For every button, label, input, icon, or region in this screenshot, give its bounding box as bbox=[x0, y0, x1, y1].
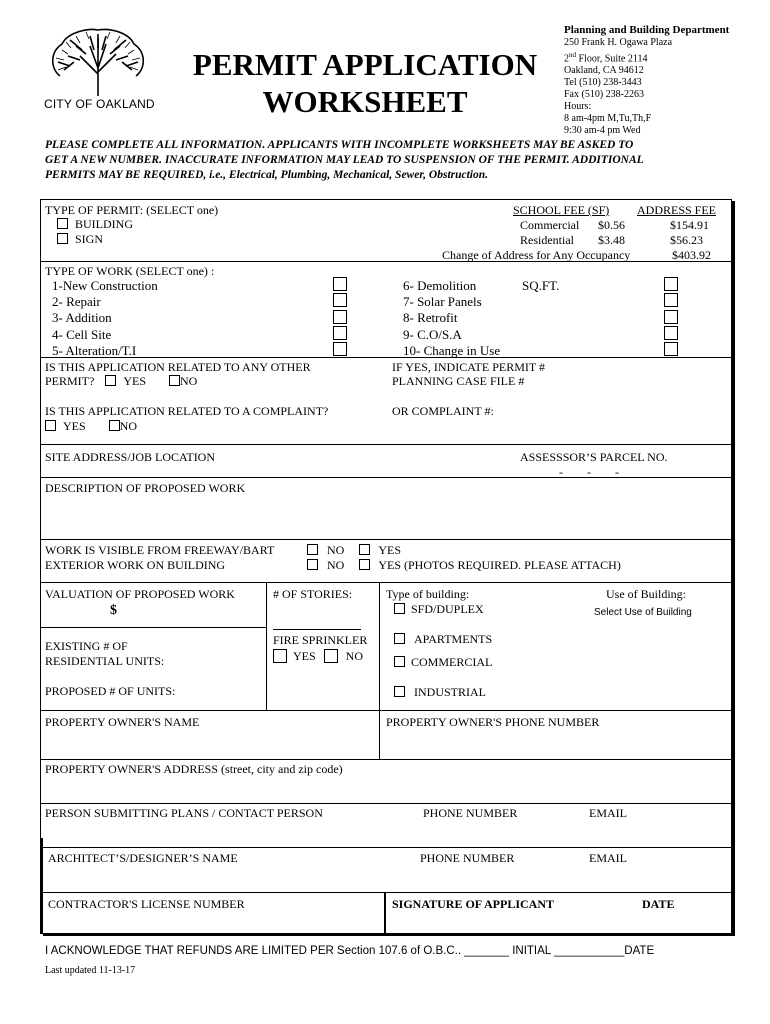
divider bbox=[40, 803, 732, 804]
description-label: DESCRIPTION OF PROPOSED WORK bbox=[45, 481, 246, 495]
freeway-no-checkbox[interactable] bbox=[307, 544, 318, 555]
dept-hours-2: 9:30 am-4 pm Wed bbox=[564, 125, 641, 137]
fire-sprinkler-options: YES NO bbox=[273, 649, 363, 663]
form-left-shadow bbox=[40, 838, 43, 934]
building-use-label: Use of Building: bbox=[606, 587, 686, 601]
complaint-number-label: OR COMPLAINT #: bbox=[392, 404, 494, 418]
sqft-label: SQ.FT. bbox=[522, 278, 560, 293]
existing-units-label: EXISTING # OF RESIDENTIAL UNITS: bbox=[45, 639, 165, 668]
type-apartments: APARTMENTS bbox=[394, 632, 492, 646]
complaint-yes-checkbox[interactable] bbox=[45, 420, 56, 431]
fee-residential-label: Residential bbox=[520, 233, 574, 247]
column-divider bbox=[266, 582, 267, 710]
divider bbox=[40, 477, 732, 478]
apartments-checkbox[interactable] bbox=[394, 633, 405, 644]
change-in-use-checkbox[interactable] bbox=[664, 342, 678, 356]
valuation-dollar: $ bbox=[110, 603, 117, 618]
school-fee-header: SCHOOL FEE (SF) bbox=[513, 203, 610, 217]
title-line-2: WORKSHEET bbox=[262, 84, 468, 119]
sign-checkbox[interactable] bbox=[57, 233, 68, 244]
notice-line-3: PERMITS MAY BE REQUIRED, i.e., Electrical, Plumbing, Mechanical, Sewer, Obstruction. bbox=[45, 169, 489, 181]
exterior-yes-checkbox[interactable] bbox=[359, 559, 370, 570]
notice-line-1: PLEASE COMPLETE ALL INFORMATION. APPLICANTS WITH INCOMPLETE WORKSHEETS MAY BE ASKED TO bbox=[45, 139, 634, 151]
permit-option-building[interactable]: BUILDING bbox=[57, 217, 133, 231]
freeway-visible-label: WORK IS VISIBLE FROM FREEWAY/BART bbox=[45, 543, 275, 557]
industrial-checkbox[interactable] bbox=[394, 686, 405, 697]
dept-address-2: 2nd Floor, Suite 2114 bbox=[564, 51, 648, 65]
proposed-units-label: PROPOSED # OF UNITS: bbox=[45, 684, 176, 698]
dept-tel: Tel (510) 238-3443 bbox=[564, 77, 642, 89]
exterior-work-label: EXTERIOR WORK ON BUILDING bbox=[45, 558, 226, 572]
notice bbox=[45, 138, 644, 183]
oak-tree-icon bbox=[40, 26, 156, 98]
refund-acknowledgement: I ACKNOWLEDGE THAT REFUNDS ARE LIMITED PER Section 107.6 of O.B.C.. _______ INITIAL ___________DATE bbox=[45, 945, 655, 957]
building-type-label: Type of building: bbox=[386, 587, 470, 601]
dept-info bbox=[564, 24, 729, 137]
signature-label: SIGNATURE OF APPLICANT bbox=[392, 897, 555, 911]
parcel-label: ASSESSSOR’S PARCEL NO. bbox=[520, 450, 668, 464]
exterior-no-checkbox[interactable] bbox=[307, 559, 318, 570]
related-permit-question-2: PERMIT? YES NO bbox=[45, 374, 198, 388]
work-item-addition: 3- Addition bbox=[52, 310, 112, 325]
complaint-question: IS THIS APPLICATION RELATED TO A COMPLAINT? bbox=[45, 404, 329, 418]
stories-underline bbox=[273, 629, 361, 630]
type-commercial: COMMERCIAL bbox=[394, 655, 492, 669]
notice-line-2: GET A NEW NUMBER. INACCURATE INFORMATION MAY LEAD TO SUSPENSION OF THE PERMIT. ADDITIONAL bbox=[45, 154, 644, 166]
complaint-no-checkbox[interactable] bbox=[109, 420, 120, 431]
solar-checkbox[interactable] bbox=[664, 293, 678, 307]
if-yes-permit-label: IF YES, INDICATE PERMIT # bbox=[392, 360, 546, 374]
cell-site-checkbox[interactable] bbox=[333, 326, 347, 340]
parcel-dashes: - - - bbox=[559, 465, 619, 479]
divider bbox=[40, 261, 732, 262]
column-divider bbox=[384, 892, 386, 934]
dept-fax: Fax (510) 238-2263 bbox=[564, 89, 644, 101]
related-no-checkbox[interactable] bbox=[169, 375, 180, 386]
fee-change-address: $403.92 bbox=[672, 248, 711, 262]
title-line-1: PERMIT APPLICATION bbox=[192, 47, 538, 82]
submitter-label: PERSON SUBMITTING PLANS / CONTACT PERSON bbox=[45, 806, 323, 820]
work-item-repair: 2- Repair bbox=[52, 294, 101, 309]
divider bbox=[40, 710, 732, 711]
address-fee-header: ADDRESS FEE bbox=[637, 203, 717, 217]
city-label: CITY OF OAKLAND bbox=[44, 97, 155, 111]
work-item-demolition: 6- Demolition bbox=[403, 278, 477, 293]
architect-phone-label: PHONE NUMBER bbox=[420, 851, 515, 865]
fee-residential-sf: $3.48 bbox=[598, 233, 625, 247]
fire-sprinkler-label: FIRE SPRINKLER bbox=[273, 633, 368, 647]
new-construction-checkbox[interactable] bbox=[333, 277, 347, 291]
fee-commercial-address: $154.91 bbox=[670, 218, 709, 232]
divider bbox=[40, 539, 732, 540]
divider bbox=[40, 444, 732, 445]
commercial-checkbox[interactable] bbox=[394, 656, 405, 667]
date-label: DATE bbox=[642, 897, 675, 911]
permit-type-label: TYPE OF PERMIT: (SELECT one) bbox=[45, 203, 219, 217]
repair-checkbox[interactable] bbox=[333, 293, 347, 307]
fee-commercial-sf: $0.56 bbox=[598, 218, 625, 232]
building-use-select[interactable]: Select Use of Building bbox=[594, 607, 692, 618]
architect-email-label: EMAIL bbox=[589, 851, 627, 865]
dept-address-3: Oakland, CA 94612 bbox=[564, 65, 644, 77]
owner-phone-label: PROPERTY OWNER'S PHONE NUMBER bbox=[386, 715, 600, 729]
sprinkler-no-checkbox[interactable] bbox=[324, 649, 338, 663]
complaint-options: YES NO bbox=[45, 419, 137, 433]
work-type-label: TYPE OF WORK (SELECT one) : bbox=[45, 264, 215, 278]
building-checkbox[interactable] bbox=[57, 218, 68, 229]
last-updated: Last updated 11-13-17 bbox=[45, 965, 136, 976]
dept-name: Planning and Building Department bbox=[564, 24, 730, 36]
divider bbox=[40, 759, 732, 760]
divider bbox=[40, 847, 732, 848]
site-address-label: SITE ADDRESS/JOB LOCATION bbox=[45, 450, 216, 464]
architect-label: ARCHITECT’S/DESIGNER’S NAME bbox=[48, 851, 238, 865]
planning-case-label: PLANNING CASE FILE # bbox=[392, 374, 525, 388]
owner-address-label: PROPERTY OWNER'S ADDRESS (street, city and zip code) bbox=[45, 762, 343, 776]
work-item-new-construction: 1-New Construction bbox=[52, 278, 158, 293]
owner-name-label: PROPERTY OWNER'S NAME bbox=[45, 715, 200, 729]
dept-hours-1: 8 am-4pm M,Tu,Th,F bbox=[564, 113, 652, 125]
form-bottom-shadow bbox=[43, 934, 735, 936]
work-item-change-in-use: 10- Change in Use bbox=[403, 343, 501, 358]
work-item-cell-site: 4- Cell Site bbox=[52, 327, 112, 342]
sfd-checkbox[interactable] bbox=[394, 603, 405, 614]
permit-option-sign[interactable]: SIGN bbox=[57, 232, 103, 246]
dept-hours-label: Hours: bbox=[564, 101, 592, 113]
valuation-label: VALUATION OF PROPOSED WORK bbox=[45, 587, 235, 601]
contractor-license-label: CONTRACTOR'S LICENSE NUMBER bbox=[48, 897, 245, 911]
submitter-phone-label: PHONE NUMBER bbox=[423, 806, 518, 820]
work-item-solar: 7- Solar Panels bbox=[403, 294, 482, 309]
fee-residential-address: $56.23 bbox=[670, 233, 703, 247]
fee-commercial-label: Commercial bbox=[520, 218, 580, 232]
alteration-checkbox[interactable] bbox=[333, 342, 347, 356]
type-industrial: INDUSTRIAL bbox=[394, 685, 486, 699]
divider bbox=[40, 627, 266, 628]
divider bbox=[40, 357, 732, 358]
dept-address-1: 250 Frank H. Ogawa Plaza bbox=[564, 37, 673, 48]
freeway-yes-checkbox[interactable] bbox=[359, 544, 370, 555]
addition-checkbox[interactable] bbox=[333, 310, 347, 324]
divider bbox=[40, 582, 732, 583]
form-right-shadow bbox=[732, 201, 735, 936]
city-logo bbox=[40, 26, 156, 98]
work-item-retrofit: 8- Retrofit bbox=[403, 310, 458, 325]
co-sa-checkbox[interactable] bbox=[664, 326, 678, 340]
type-sfd: SFD/DUPLEX bbox=[394, 602, 484, 616]
demolition-checkbox[interactable] bbox=[664, 277, 678, 291]
column-divider bbox=[379, 582, 380, 759]
work-item-alteration: 5- Alteration/T.I bbox=[52, 343, 137, 358]
freeway-options: NO YES bbox=[307, 543, 401, 557]
work-item-co-sa: 9- C.O/S.A bbox=[403, 327, 462, 342]
stories-label: # OF STORIES: bbox=[273, 587, 353, 601]
related-yes-checkbox[interactable] bbox=[105, 375, 116, 386]
divider bbox=[40, 892, 732, 893]
retrofit-checkbox[interactable] bbox=[664, 310, 678, 324]
page-title bbox=[165, 46, 565, 120]
related-permit-question: IS THIS APPLICATION RELATED TO ANY OTHER bbox=[45, 360, 311, 374]
exterior-options: NO YES (PHOTOS REQUIRED. PLEASE ATTACH) bbox=[307, 558, 621, 572]
sprinkler-yes-checkbox[interactable] bbox=[273, 649, 287, 663]
submitter-email-label: EMAIL bbox=[589, 806, 627, 820]
fee-change-label: Change of Address for Any Occupancy bbox=[442, 248, 631, 262]
